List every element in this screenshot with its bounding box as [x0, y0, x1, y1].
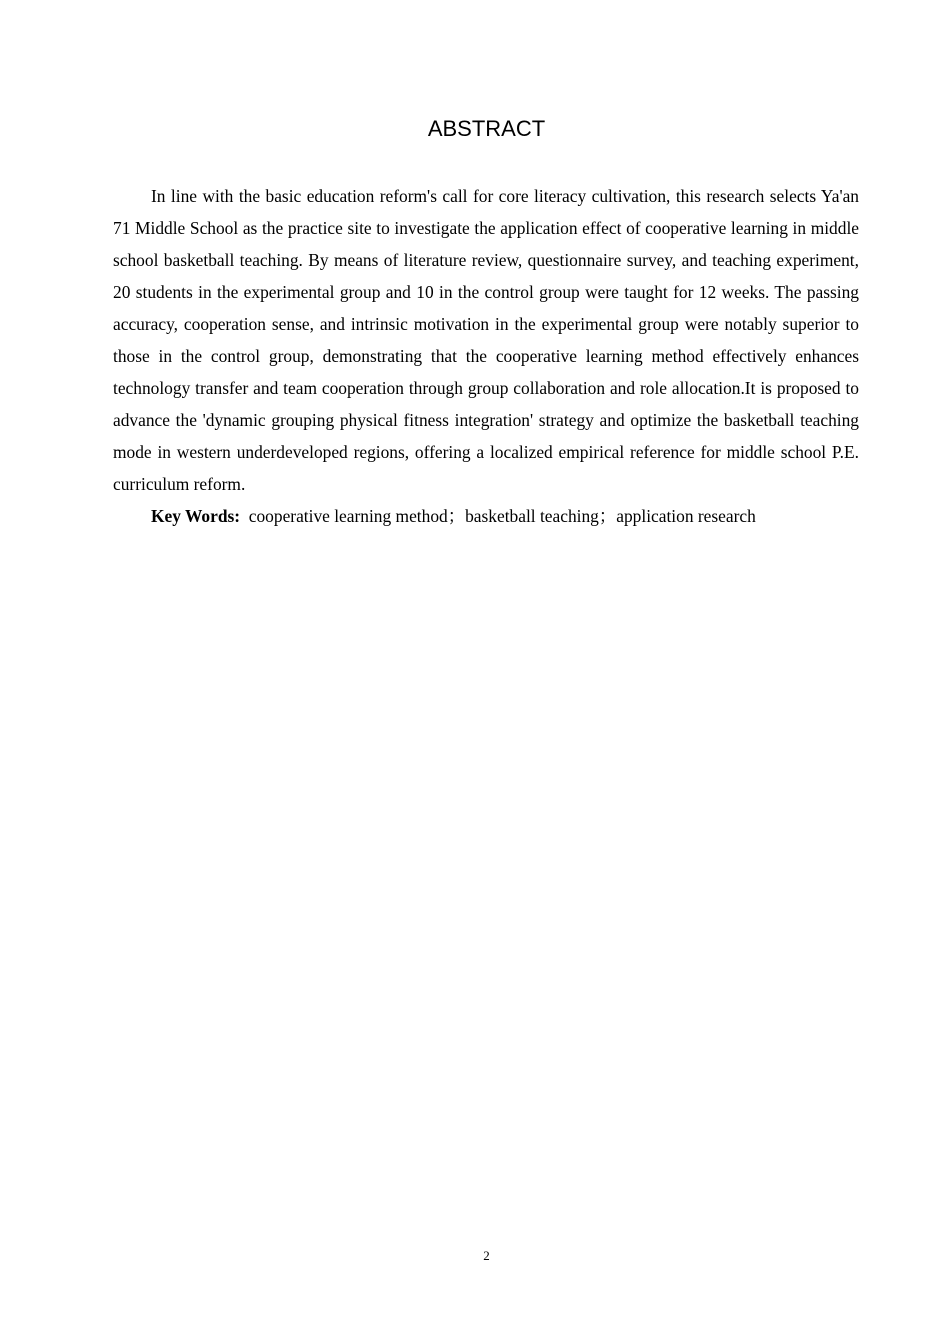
abstract-body: [113, 180, 859, 532]
keywords-line: [113, 500, 859, 532]
abstract-paragraph: In line with the basic education reform's call for core literacy cultivation, this research selects Ya'an 71 Middle School as the practice site to investigate the application effect of cooperative learning in middle school basketball teaching. By means of literature review, questionnaire survey, and teaching experiment, 20 students in the experimental group and 10 in the control group were taught for 12 weeks. The passing accuracy, cooperation sense, and intrinsic motivation in the experimental group were notably superior to those in the control group, demonstrating that the cooperative learning method effectively enhances technology transfer and team cooperation through group collaboration and role allocation.It is proposed to advance the 'dynamic grouping physical fitness integration' strategy and optimize the basketball teaching mode in western underdeveloped regions, offering a localized empirical reference for middle school P.E. curriculum reform.: [113, 186, 859, 494]
keywords-text: cooperative learning method；basketball teaching；application research: [248, 506, 756, 526]
page-number: 2: [483, 1248, 490, 1263]
abstract-title: ABSTRACT: [427, 116, 546, 141]
keywords-label: Key Words:: [151, 506, 241, 526]
